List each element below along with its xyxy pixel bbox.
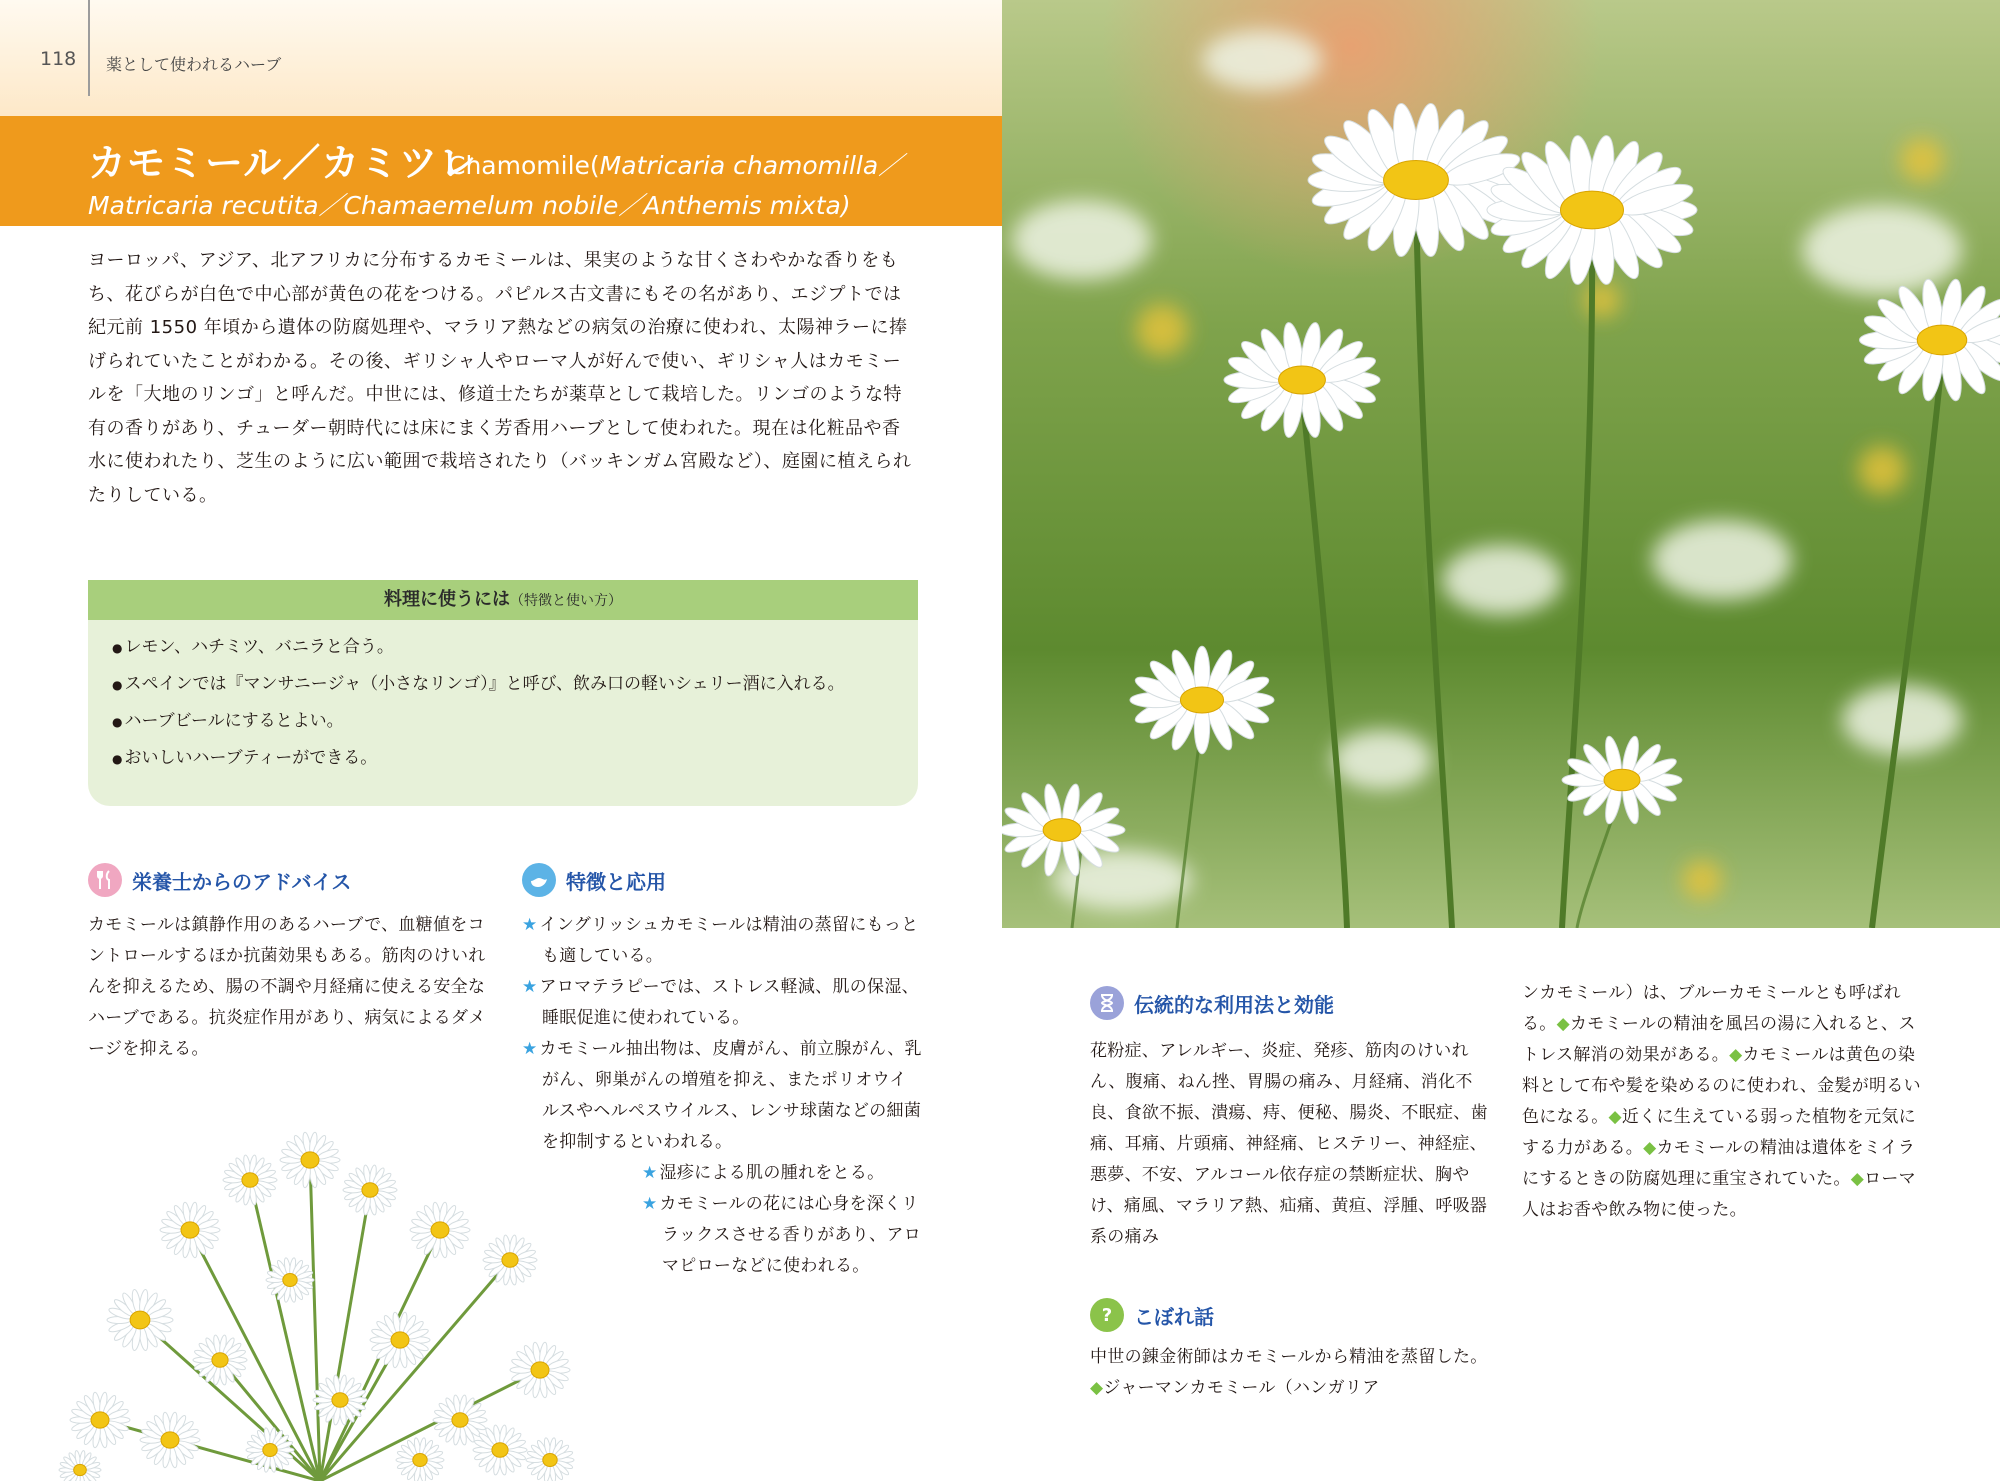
hourglass-icon [1090, 986, 1124, 1020]
cooking-box-heading: 料理に使うには（特徴と使い方） [88, 580, 918, 620]
daisy-flower [266, 1257, 314, 1302]
question-mark-icon: ? [1090, 1298, 1124, 1332]
daisy-flower [526, 1437, 574, 1481]
list-item: ★ アロマテラピーでは、ストレス軽減、肌の保湿、睡眠促進に使われている。 [522, 977, 919, 1028]
daisy-flower [1130, 646, 1274, 754]
daisy-flower [223, 1155, 277, 1206]
daisy-flower [140, 1412, 200, 1468]
daisy-flower [510, 1342, 570, 1398]
daisy-flower [343, 1165, 397, 1216]
list-item: ★ カモミールの花には心身を深くリラックスさせる香りがあり、アロマピローなどに使われる。 [642, 1194, 921, 1276]
advice-heading: 栄養士からのアドバイス [88, 863, 351, 897]
list-item: ● レモン、ハチミツ、バニラと合う。 [112, 634, 902, 661]
list-item: ★ カモミール抽出物は、皮膚がん、前立腺がん、乳がん、卵巣がんの増殖を抑え、またポリオウイルスやヘルペスウイルス、レンサ球菌などの細菌を抑制するといわれる。 [522, 1039, 922, 1152]
daisy-flower [70, 1392, 130, 1448]
herb-name-latin-line2: Matricaria recutita／Chamaemelum nobile／Anthemis mixta) [88, 191, 851, 220]
traditional-heading: 伝統的な利用法と効能 [1090, 986, 1334, 1020]
list-item: ● おいしいハーブティーができる。 [112, 745, 902, 772]
intro-paragraph: ヨーロッパ、アジア、北アフリカに分布するカモミールは、果実のような甘くさわやかな香りをもち、花びらが白色で中心部が黄色の花をつける。パピルス古文書にもその名があり、エジプトでは紀元前 1550 年頃から遺体の防腐処理や、マラリア熱などの病気の治療に使われ、太陽神ラーに捧げられていたことがわかる。その後、ギリシャ人やローマ人が好んで使い、ギリシャ人はカモミールを「大地のリンゴ」と呼んだ。中世には、修道士たちが薬草として栽培した。リンゴのような特有の香りがあり、チューダー朝時代には床にまく芳香用ハーブとして使われた。現在は化粧品や香水に使われたり、芝生のように広い範囲で栽培されたり（バッキンガム宮殿など）、庭園に植えられたりしている。 [88, 250, 912, 506]
trivia-text-col1: 中世の錬金術師はカモミールから精油を蒸留した。◆ジャーマンカモミール（ハンガリア [1090, 1347, 1488, 1398]
daisy-flower [59, 1450, 101, 1481]
list-item: ● スペインでは『マンサニージャ（小さなリンゴ）』と呼び、飲み口の軽いシェリー酒に入れる。 [112, 671, 902, 698]
daisy-flower [473, 1425, 527, 1476]
advice-text: カモミールは鎮静作用のあるハーブで、血糖値をコントロールするほか抗菌効果もある。筋肉のけいれんを抑えるため、腸の不調や月経痛に使える安全なハーブである。抗炎症作用があり、病気によるダメージを抑える。 [88, 915, 486, 1059]
chamomile-bouquet-image [40, 1120, 600, 1481]
daisy-flower [410, 1202, 470, 1258]
daisy-flower [313, 1375, 367, 1426]
page-number: 118 [40, 48, 77, 70]
bird-icon [522, 863, 556, 897]
traditional-text: 花粉症、アレルギー、炎症、発疹、筋肉のけいれん、腹痛、ねん挫、胃腸の痛み、月経痛、消化不良、食欲不振、潰瘍、痔、便秘、腸炎、不眠症、歯痛、耳痛、片頭痛、神経痛、ヒステリー、神経症、悪夢、不安、アルコール依存症の禁断症状、胸やけ、痛風、マラリア熱、疝痛、黄疸、浮腫、呼吸器系の痛み [1090, 1041, 1488, 1247]
herb-name-japanese: カモミール／カミツレ [88, 141, 478, 185]
features-heading: 特徴と応用 [522, 863, 666, 897]
daisy-flower [483, 1235, 537, 1286]
chamomile-field-photo [1002, 0, 2000, 928]
header-divider [88, 0, 90, 96]
herb-name-latin-line1: Chamomile(Matricaria chamomilla／ [448, 151, 904, 180]
daisy-flower [246, 1427, 294, 1472]
daisy-flower [193, 1335, 247, 1386]
daisy-flower [160, 1202, 220, 1258]
daisy-flower [396, 1437, 444, 1481]
list-item: ★ イングリッシュカモミールは精油の蒸留にもっとも適している。 [522, 915, 919, 966]
fork-knife-icon [88, 863, 122, 897]
cooking-list [112, 634, 902, 782]
trivia-text-col2: ンカモミール）は、ブルーカモミールとも呼ばれる。◆カモミールの精油を風呂の湯に入れると、ストレス解消の効果がある。◆カモミールは黄色の染料として布や髪を染めるのに使われ、金髪が明るい色になる。◆近くに生えている弱った植物を元気にする力がある。◆カモミールの精油は遺体をミイラにするときの防腐処理に重宝されていた。◆ローマ人はお香や飲み物に使った。 [1522, 983, 1921, 1220]
list-item: ● ハーブビールにするとよい。 [112, 708, 902, 735]
cooking-box [88, 580, 918, 806]
list-item: ★ 湿疹による肌の腫れをとる。 [642, 1163, 885, 1183]
trivia-heading: ? こぼれ話 [1090, 1298, 1214, 1332]
section-title: 薬として使われるハーブ [106, 55, 282, 74]
